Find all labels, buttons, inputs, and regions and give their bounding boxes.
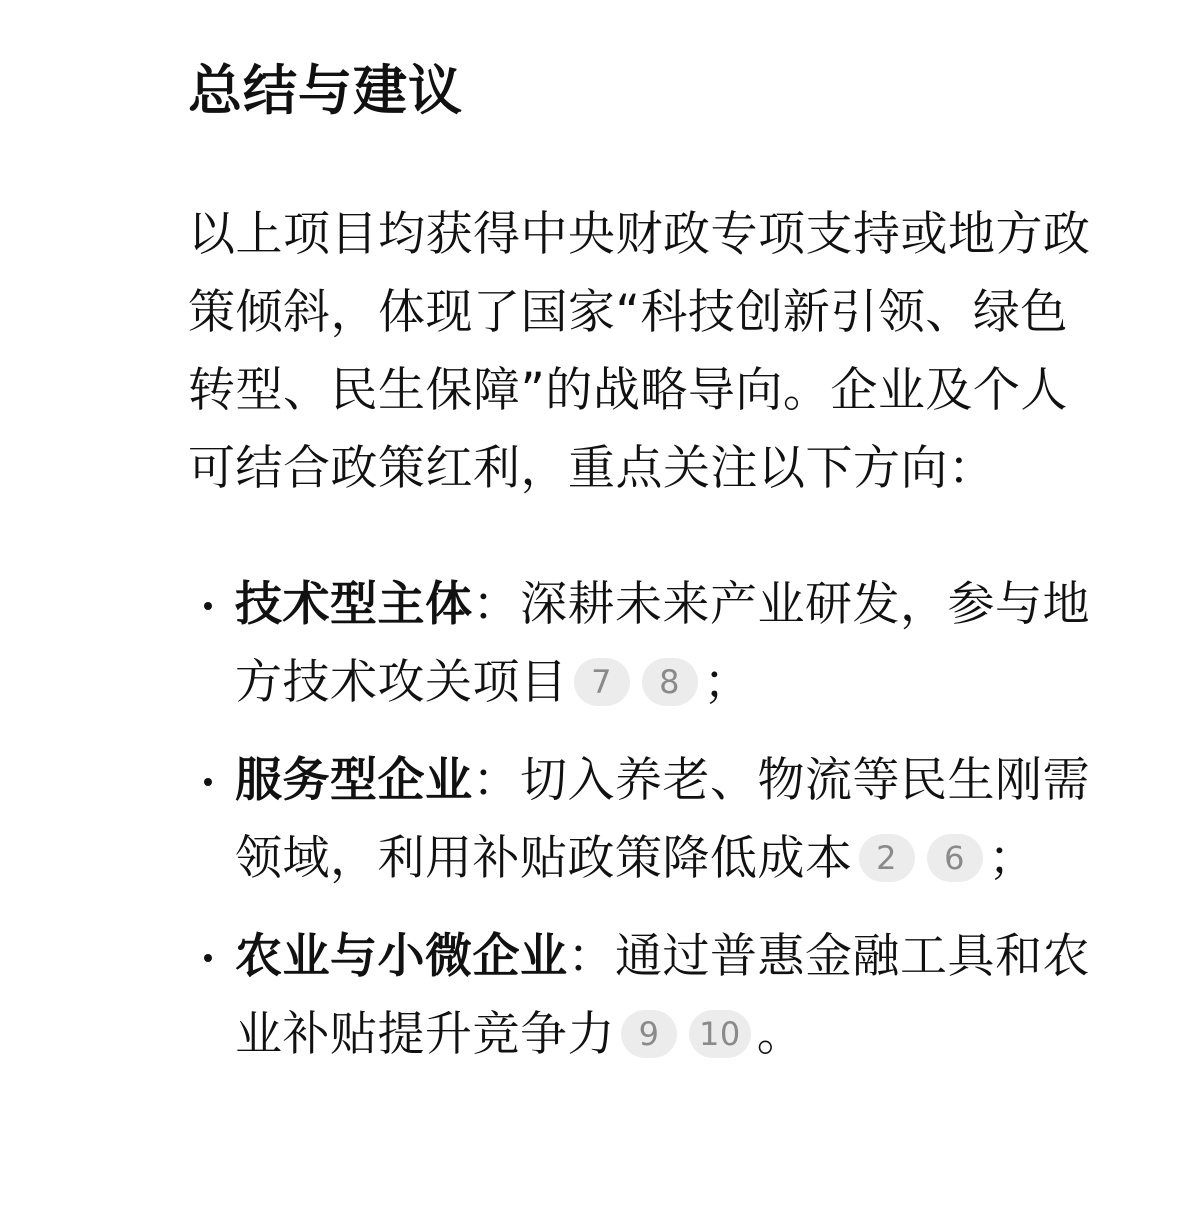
item-title: 技术型主体 (235, 577, 473, 632)
recommendation-list (188, 566, 1108, 1074)
list-item (188, 742, 1108, 898)
citation-badge[interactable]: 7 (574, 658, 630, 706)
item-separator: ： (472, 577, 520, 632)
bullet-icon (204, 954, 212, 962)
item-end-punct: ； (988, 831, 1036, 886)
list-item (188, 918, 1108, 1074)
bullet-icon (204, 778, 212, 786)
intro-paragraph: 以上项目均获得中央财政专项支持或地方政策倾斜，体现了国家“科技创新引领、绿色转型、民生保障”的战略导向。企业及个人可结合政策红利，重点关注以下方向： (188, 207, 1091, 496)
item-end-punct: ； (703, 655, 751, 710)
item-text: 切入养老、物流等民生刚需领域，利用补贴政策降低成本 (235, 753, 1090, 886)
citation-badge[interactable]: 6 (927, 834, 983, 882)
item-text: 深耕未来产业研发，参与地方技术攻关项目 (235, 577, 1090, 710)
citation-badge[interactable]: 9 (621, 1010, 677, 1058)
item-title: 农业与小微企业 (235, 929, 568, 984)
citation-badge[interactable]: 2 (859, 834, 915, 882)
bullet-icon (204, 602, 212, 610)
list-item (188, 566, 1108, 722)
item-separator: ： (567, 929, 615, 984)
citation-badge[interactable]: 10 (689, 1010, 751, 1058)
item-text: 通过普惠金融工具和农业补贴提升竞争力 (235, 929, 1090, 1062)
item-end-punct: 。 (756, 1007, 805, 1062)
article-body (188, 58, 1108, 1094)
citation-badge[interactable]: 8 (642, 658, 698, 706)
item-title: 服务型企业 (235, 753, 473, 808)
item-separator: ： (472, 753, 520, 808)
section-heading: 总结与建议 (188, 59, 463, 122)
